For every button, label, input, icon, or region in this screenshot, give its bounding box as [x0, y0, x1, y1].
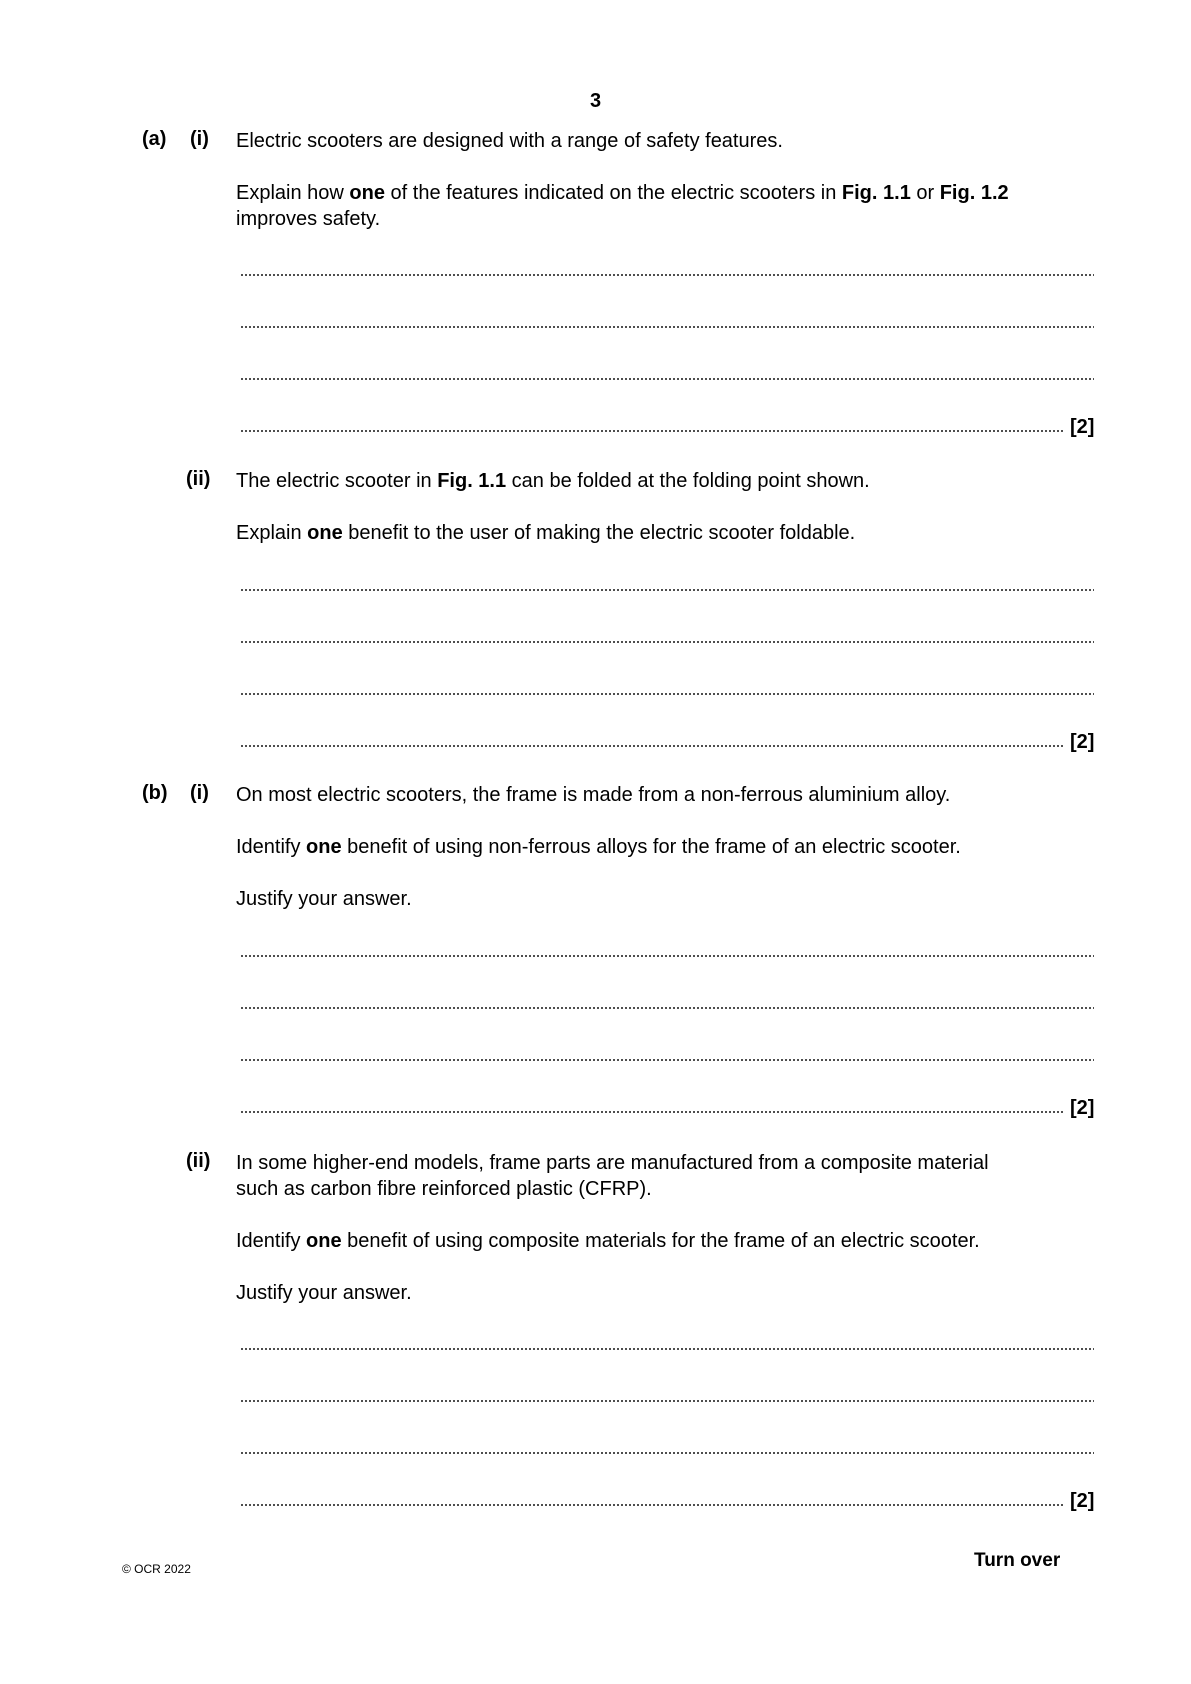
answer-line[interactable]: [240, 955, 1094, 957]
question-b-ii-justify: Justify your answer.: [236, 1282, 412, 1304]
question-b-ii-intro: In some higher-end models, frame parts are manufactured from a composite material: [236, 1152, 989, 1174]
subpart-a-i-label: (i): [190, 128, 209, 150]
answer-line[interactable]: [240, 693, 1094, 695]
marks-b-i: [2]: [1070, 1097, 1095, 1119]
answer-line[interactable]: [240, 745, 1064, 747]
question-b-ii-intro-cont: such as carbon fibre reinforced plastic (CFRP).: [236, 1178, 652, 1200]
question-a-i-prompt-cont: improves safety.: [236, 208, 381, 230]
answer-line[interactable]: [240, 1400, 1094, 1402]
answer-line[interactable]: [240, 1007, 1094, 1009]
subpart-a-ii-label: (ii): [186, 468, 211, 490]
part-a-label: (a): [142, 128, 167, 150]
answer-line[interactable]: [240, 326, 1094, 328]
answer-line[interactable]: [240, 1111, 1064, 1113]
question-a-ii-prompt: Explain one benefit to the user of making the electric scooter foldable.: [236, 522, 856, 544]
question-a-ii-intro: The electric scooter in Fig. 1.1 can be folded at the folding point shown.: [236, 470, 870, 492]
copyright-notice: © OCR 2022: [122, 1562, 191, 1576]
answer-line[interactable]: [240, 589, 1094, 591]
turn-over-label: Turn over: [974, 1550, 1061, 1571]
marks-a-i: [2]: [1070, 416, 1095, 438]
answer-line[interactable]: [240, 430, 1064, 432]
marks-a-ii: [2]: [1070, 731, 1095, 753]
question-b-i-prompt: Identify one benefit of using non-ferrous alloys for the frame of an electric scooter.: [236, 836, 961, 858]
answer-line[interactable]: [240, 378, 1094, 380]
answer-line[interactable]: [240, 1348, 1094, 1350]
question-a-i-intro: Electric scooters are designed with a range of safety features.: [236, 130, 783, 152]
question-a-i-prompt: Explain how one of the features indicated on the electric scooters in Fig. 1.1 or Fig. 1.2: [236, 182, 1009, 204]
answer-line[interactable]: [240, 641, 1094, 643]
marks-b-ii: [2]: [1070, 1490, 1095, 1512]
question-b-ii-prompt: Identify one benefit of using composite materials for the frame of an electric scooter.: [236, 1230, 980, 1252]
answer-line[interactable]: [240, 1452, 1094, 1454]
answer-line[interactable]: [240, 1059, 1094, 1061]
page-number: 3: [589, 90, 602, 112]
subpart-b-ii-label: (ii): [186, 1150, 211, 1172]
answer-line[interactable]: [240, 274, 1094, 276]
answer-line[interactable]: [240, 1504, 1064, 1506]
question-b-i-intro: On most electric scooters, the frame is made from a non-ferrous aluminium alloy.: [236, 784, 951, 806]
part-b-label: (b): [142, 782, 168, 804]
question-b-i-justify: Justify your answer.: [236, 888, 412, 910]
subpart-b-i-label: (i): [190, 782, 209, 804]
